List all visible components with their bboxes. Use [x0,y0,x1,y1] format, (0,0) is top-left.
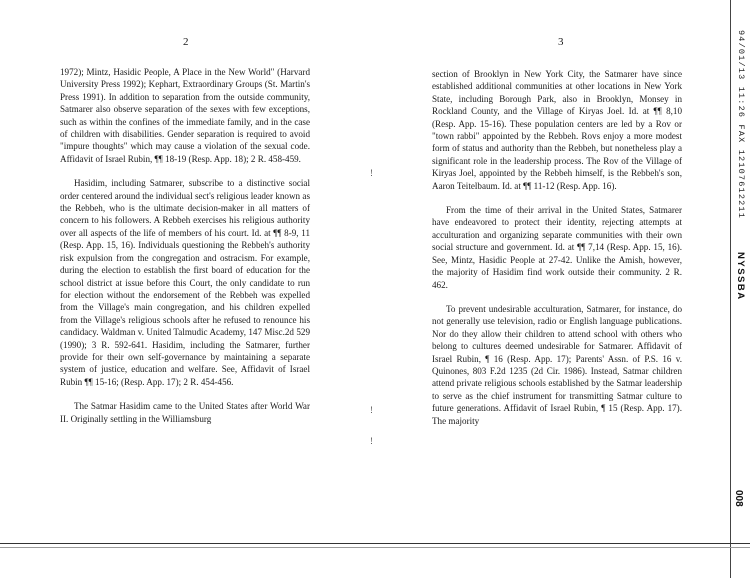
paragraph: 1972); Mintz, Hasidic People, A Place in the New World" (Harvard University Press 1992); Kephart, Extraordinary Groups (St. Martin's Press 1991). In addition to separation from the outside community, Satmarer also observe separation of the sexes with few exceptions, such as within the confines of the immediate family, and in the case of children with disabilities. Gender separation is required to avoid "impure thoughts" which may cause a violation of the sexual code. Affidavit of Israel Rubin, ¶¶ 18-19 (Resp. App. 18); 2 R. 458-459. [60,67,310,164]
page-number: 3 [558,36,564,48]
fax-edge-line [730,0,731,578]
fax-transmission-header: 94/01/13 11:26 FAX 12107612211 [736,30,746,220]
paragraph: Hasidim, including Satmarer, subscribe to a distinctive social order centered around the individual sect's religious leader known as the Rebbeh, who is the ultimate decision-maker in all matters of concern to his followers. A Rebbeh exercises his religious authority over all aspects of the life of members of his court. Id. at ¶¶ 8-9, 11 (Resp. App. 15, 16). Individuals questioning the Rebbeh's authority risk expulsion from the congregation and ostracism. For example, during the election to establish the first board of education for the school district at issue before this Court, the only candidate to run for election without the endorsement of the Rebbeh was expelled from the Village's main congregation, and his children expelled from the Village's religious schools after he refused to renounce his candidacy. Waldman v. United Talmudic Academy, 147 Misc.2d 529 (1990); 3 R. 592-641. Hasidim, including the Satmarer, further provide for their own self-governance by maintaining a separate system of justice, education and welfare. See, Affidavit of Israel Rubin ¶¶ 15-16; (Resp. App. 17); 2 R. 454-456. [60,178,310,387]
left-column [60,66,310,437]
fax-page-code: 008 [733,490,744,507]
scan-bottom-line [0,543,750,544]
right-column [432,68,682,439]
margin-mark: ! [370,168,373,178]
margin-mark: ! [370,405,373,415]
paragraph: The Satmar Hasidim came to the United States after World War II. Originally settling in the Williamsburg [60,401,310,424]
fax-organization: NYSSBA [735,252,746,301]
paragraph: section of Brooklyn in New York City, the Satmarer have since established additional communities at other locations in New York State, including Borough Park, also in Brooklyn, Monsey in Rockland County, and the Village of Kiryas Joel. Id. at ¶¶ 8,10 (Resp. App. 15-16). These population centers are led by a Rov or "town rabbi" appointed by the Rebbeh. Rovs enjoy a more modest form of status and authority than the Rebbeh, but nonetheless play a significant role in the leadership process. The Rov of the Village of Kiryas Joel, appointed by the Rebbeh himself, is the Rebbeh's son, Aaron Teitelbaum. Id. at ¶¶ 11-12 (Resp. App. 16). [432,69,682,191]
paragraph: From the time of their arrival in the United States, Satmarer have endeavored to protect their identity, rejecting attempts at acculturation and organizing separate communities with their own social structure and government. Id. at ¶¶ 7,14 (Resp. App. 15, 16). See, Mintz, Hasidic People at 27-42. Unlike the Amish, however, the majority of Hasidim find work outside their community. 2 R. 462. [432,205,682,290]
paragraph: To prevent undesirable acculturation, Satmarer, for instance, do not generally use television, radio or English language publications. Nor do they allow their children to attend school with others who belong to cultures deemed undesirable for Satmarer. Affidavit of Israel Rubin, ¶ 16 (Resp. App. 17); Parents' Assn. of P.S. 16 v. Quinones, 803 F.2d 1235 (2d Cir. 1986). Instead, Satmar children attend private religious schools established by the Satmar leadership to serve as the chief instrument for transmitting Satmar culture to future generations. Affidavit of Israel Rubin, ¶ 15 (Resp. App. 17). The majority [432,303,682,426]
margin-mark: ! [370,436,373,446]
page-number: 2 [183,36,189,48]
scan-bottom-line-faint [0,547,750,548]
